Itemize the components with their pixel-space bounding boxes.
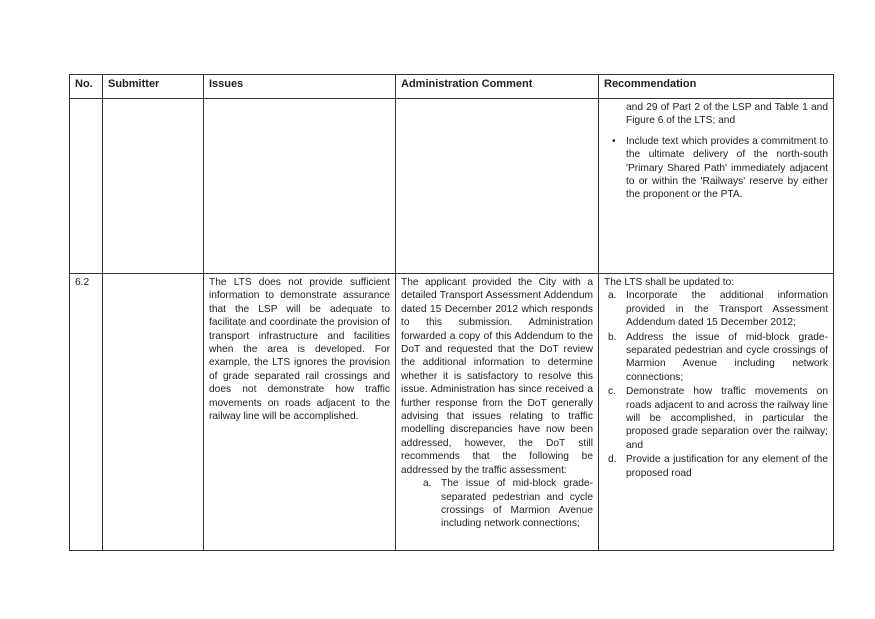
recommendation-bullet-list [604, 135, 828, 202]
cell-issues: The LTS does not provide sufficient information to demonstrate assurance that the LSP will be adequate to facilitate and coordinate the provision of transport infrastructure and facilities when the area is developed. For example, the LTS ignores the provision of grade separated rail crossings and does not demonstrate how traffic movements on roads adjacent to the railway line will be accomplished. [204, 274, 396, 551]
list-item [604, 289, 828, 329]
list-marker: a. [423, 478, 432, 490]
list-item [401, 477, 593, 531]
list-item [612, 135, 828, 202]
cell-recommendation [599, 274, 834, 551]
header-recommendation: Recommendation [599, 75, 834, 99]
header-administration-comment: Administration Comment [396, 75, 599, 99]
cell-no: 6.2 [70, 274, 103, 551]
header-submitter: Submitter [103, 75, 204, 99]
header-no: No. [70, 75, 103, 99]
list-item-text: The issue of mid-block grade-separated pedestrian and cycle crossings of Marmion Avenue including network connections; [441, 478, 593, 530]
header-row [70, 75, 834, 99]
cell-submitter [103, 99, 204, 274]
list-marker: a. [608, 290, 617, 302]
list-marker: b. [608, 331, 617, 343]
recommendation-list [604, 289, 828, 480]
list-item-text: Address the issue of mid-block grade-separated pedestrian and cycle crossings of Marmion Avenue including network connections; [626, 331, 828, 383]
submissions-table [69, 74, 834, 551]
recommendation-bullet-text: Include text which provides a commitment to the ultimate delivery of the north-south 'Primary Shared Path' immediately adjacent to or within the 'Railways' reserve by either the proponent or the PTA. [626, 135, 828, 201]
bullet-icon: • [612, 135, 616, 147]
recommendation-intro: The LTS shall be updated to: [604, 277, 735, 288]
admin-comment-text: The applicant provided the City with a detailed Transport Assessment Addendum dated 15 December 2012 which responds to this submission. Administration forwarded a copy of this Addendum to the DoT and requested that the DoT review the additional information to determine whether it is satisfactory to resolve this issue. Administration has since received a further response from the DoT generally advising that issues relating to traffic modelling discrepancies have now been addressed, however, the DoT still recommends that the following be addressed by the traffic assessment: [401, 277, 593, 476]
header-issues: Issues [204, 75, 396, 99]
cell-no [70, 99, 103, 274]
table-row [70, 274, 834, 551]
cell-recommendation [599, 99, 834, 274]
list-marker: d. [608, 454, 617, 466]
cell-submitter [103, 274, 204, 551]
cell-admin-comment [396, 99, 599, 274]
list-item-text: Demonstrate how traffic movements on roads adjacent to and across the railway line will be accomplished, in particular the proposed grade separation over the railway; and [626, 386, 828, 451]
list-item [604, 331, 828, 385]
cell-admin-comment [396, 274, 599, 551]
list-marker: c. [608, 386, 616, 398]
list-item-text: Incorporate the additional information provided in the Transport Assessment Addendum dated 15 December 2012; [626, 290, 828, 329]
list-item [604, 453, 828, 480]
cell-issues [204, 99, 396, 274]
list-item [604, 385, 828, 452]
list-item-text: Provide a justification for any element of the proposed road [626, 454, 828, 479]
table-row [70, 99, 834, 274]
admin-comment-list [401, 477, 593, 531]
recommendation-continued-text: and 29 of Part 2 of the LSP and Table 1 and Figure 6 of the LTS; and [626, 102, 828, 127]
